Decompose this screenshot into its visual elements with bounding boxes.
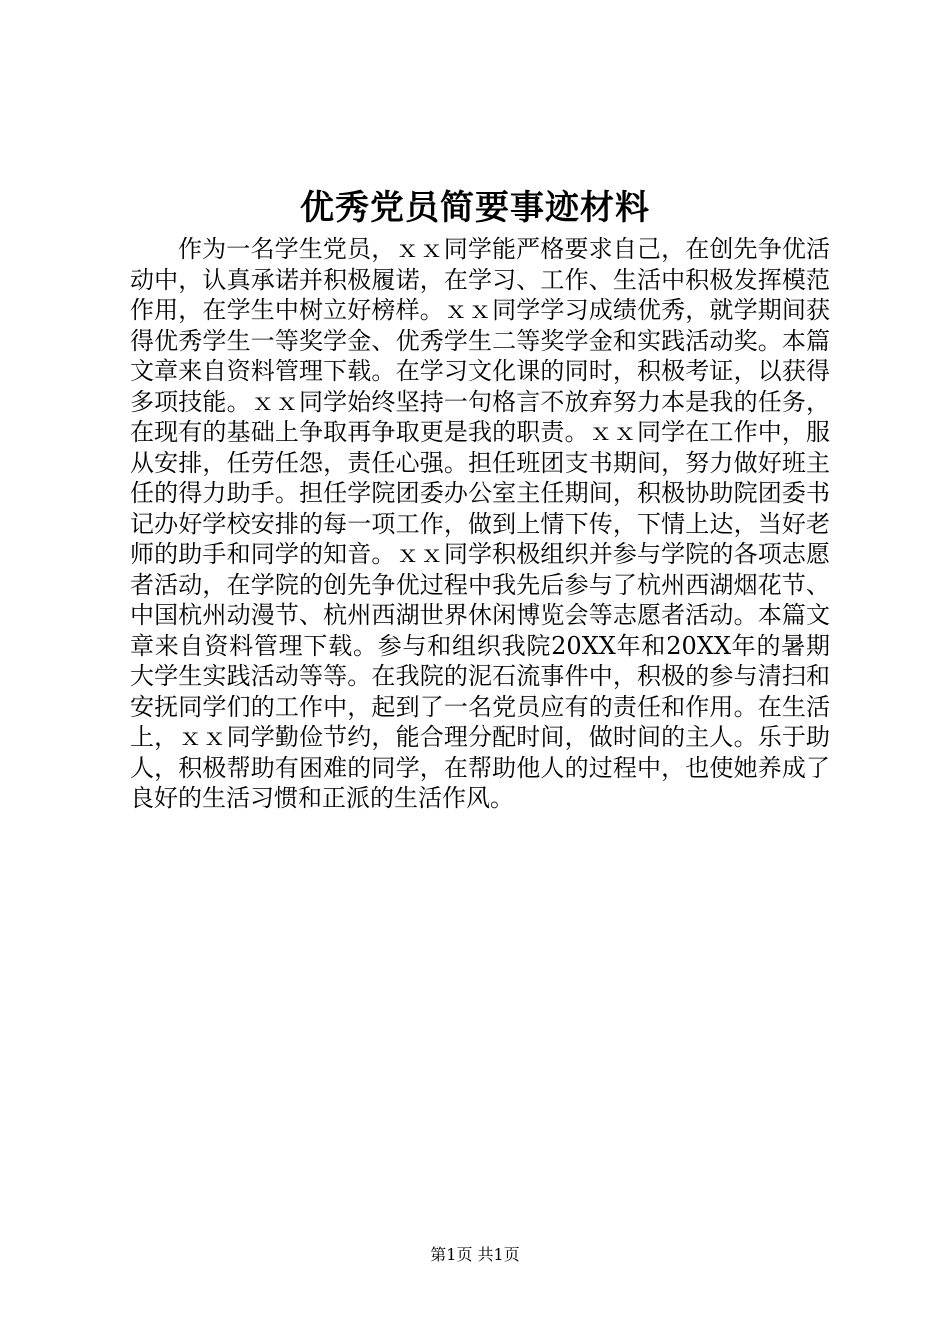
body-paragraph: 作为一名学生党员，ｘｘ同学能严格要求自己，在创先争优活动中，认真承诺并积极履诺，在学习、工作、生活中积极发挥模范作用，在学生中树立好榜样。ｘｘ同学学习成绩优秀，就学期间获得优秀学生一等奖学金、优秀学生二等奖学金和实践活动奖。本篇文章来自资料管理下载。在学习文化课的同时，积极考证，以获得多项技能。ｘｘ同学始终坚持一句格言不放弃努力本是我的任务，在现有的基础上争取再争取更是我的职责。ｘｘ同学在工作中，服从安排，任劳任怨，责任心强。担任班团支书期间，努力做好班主任的得力助手。担任学院团委办公室主任期间，积极协助院团委书记办好学校安排的每一项工作，做到上情下传，下情上达，当好老师的助手和同学的知音。ｘｘ同学积极组织并参与学院的各项志愿者活动，在学院的创先争优过程中我先后参与了杭州西湖烟花节、中国杭州动漫节、杭州西湖世界休闲博览会等志愿者活动。本篇文章来自资料管理下载。参与和组织我院20XX年和20XX年的暑期大学生实践活动等等。在我院的泥石流事件中，积极的参与清扫和安抚同学们的工作中，起到了一名党员应有的责任和作用。在生活上，ｘｘ同学勤俭节约，能合理分配时间，做时间的主人。乐于助人，积极帮助有困难的同学，在帮助他人的过程中，也使她养成了良好的生活习惯和正派的生活作风。 (130, 235, 830, 812)
document-title: 优秀党员简要事迹材料 (300, 188, 650, 228)
page-number-footer: 第1页 共1页 (430, 1245, 520, 1264)
